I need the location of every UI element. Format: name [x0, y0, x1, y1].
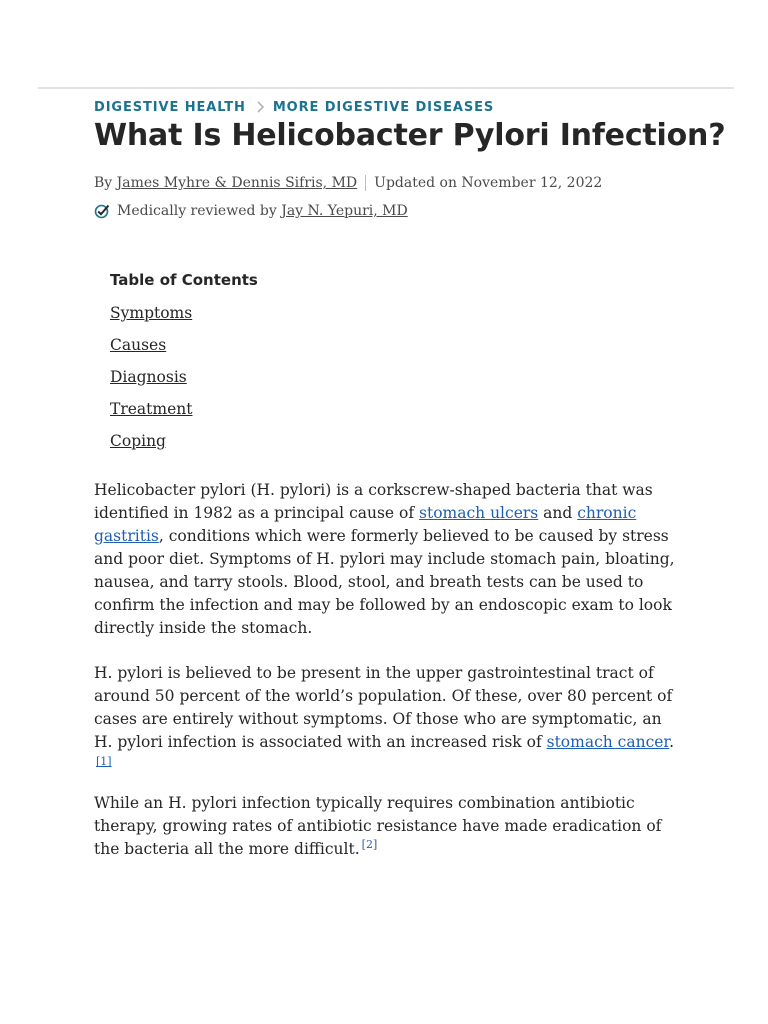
toc-title: Table of Contents: [110, 271, 258, 289]
paragraph-text: and: [538, 504, 578, 522]
paragraph-text: Helicobacter pylori (H. pylori) is a corkscrew-shaped bacteria that was identified in 1982 as a principal cause of: [94, 481, 653, 522]
page-title: What Is Helicobacter Pylori Infection?: [94, 118, 726, 153]
header-divider: [38, 87, 734, 89]
toc-item: [110, 367, 684, 387]
paragraph-prevalence: [94, 662, 684, 770]
paragraph-text: H. pylori is believed to be present in the upper gastrointestinal tract of around 50 percent of the world’s population. Of these, over 80 percent of cases are entirely without symptoms. Of those who are symptomatic, an H. pylori infection is associated with an increased risk of: [94, 664, 673, 751]
reviewer-link[interactable]: Jay N. Yepuri, MD: [281, 203, 408, 219]
checkmark-badge-icon: [94, 203, 110, 219]
toc-item: [110, 399, 684, 419]
toc-list: [110, 303, 684, 451]
byline-prefix: By: [94, 175, 113, 191]
citation-2-link[interactable]: [2]: [361, 837, 378, 851]
paragraph-treatment: [94, 792, 684, 861]
breadcrumb-more-digestive-diseases[interactable]: MORE DIGESTIVE DISEASES: [272, 99, 495, 115]
toc-link-causes[interactable]: Causes: [110, 336, 167, 354]
stomach-ulcers-link[interactable]: stomach ulcers: [419, 504, 539, 522]
byline-divider: [365, 175, 366, 191]
byline: [94, 174, 684, 192]
breadcrumb: [94, 98, 684, 116]
author-link[interactable]: James Myhre & Dennis Sifris, MD: [116, 175, 358, 191]
citation-1-link[interactable]: [1]: [96, 755, 112, 768]
toc-item: [110, 431, 684, 451]
toc-item: [110, 335, 684, 355]
updated-date: Updated on November 12, 2022: [374, 175, 603, 191]
stomach-cancer-link[interactable]: stomach cancer: [546, 733, 670, 751]
paragraph-text: .: [669, 733, 675, 751]
chevron-right-icon: [255, 100, 265, 114]
medical-review: [94, 202, 684, 220]
table-of-contents: [110, 270, 684, 451]
article-body: [94, 479, 684, 861]
breadcrumb-digestive-health[interactable]: DIGESTIVE HEALTH: [94, 99, 246, 115]
toc-link-coping[interactable]: Coping: [110, 432, 166, 450]
paragraph-text: , conditions which were formerly believed to be caused by stress and poor diet. Symptoms of H. pylori may include stomach pain, bloating, nausea, and tarry stools. Blood, stool, and breath tests can be used to confirm the infection and may be followed by an endoscopic exam to look directly inside the stomach.: [94, 527, 675, 637]
toc-link-symptoms[interactable]: Symptoms: [110, 304, 193, 322]
paragraph-text: While an H. pylori infection typically requires combination antibiotic therapy, growing rates of antibiotic resistance have made eradication of the bacteria all the more difficult.: [94, 794, 662, 858]
reviewed-prefix: Medically reviewed by: [117, 203, 277, 219]
toc-link-treatment[interactable]: Treatment: [110, 400, 193, 418]
article-container: [94, 98, 726, 883]
chronic-gastritis-link[interactable]: chronic gastritis: [94, 504, 637, 545]
toc-item: [110, 303, 684, 323]
paragraph-intro: [94, 479, 684, 640]
toc-link-diagnosis[interactable]: Diagnosis: [110, 368, 187, 386]
